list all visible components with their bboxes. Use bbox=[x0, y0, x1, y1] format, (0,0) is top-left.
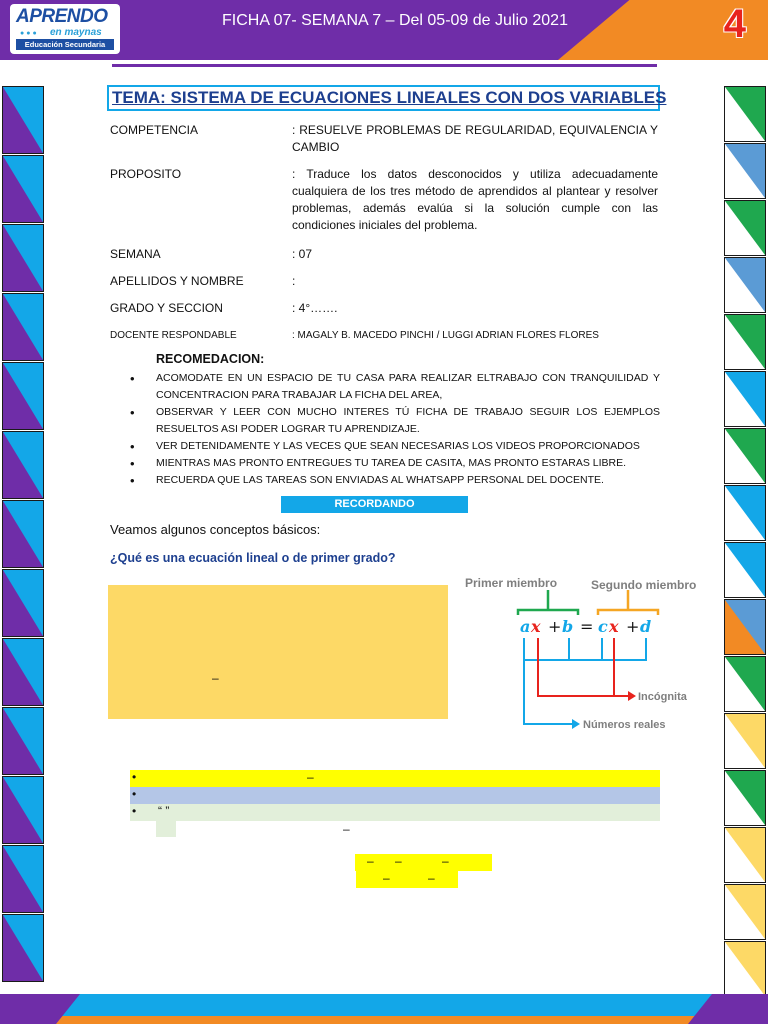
right-deco-tile bbox=[724, 428, 766, 484]
primer-miembro-brace bbox=[518, 590, 578, 615]
grade-number: 4 bbox=[723, 2, 746, 46]
left-decoration bbox=[2, 86, 44, 983]
left-deco-triangle bbox=[3, 708, 43, 774]
left-deco-triangle bbox=[3, 570, 43, 636]
right-deco-tile bbox=[724, 485, 766, 541]
highlight-row-green-continuation bbox=[156, 820, 176, 837]
primer-miembro-label: Primer miembro bbox=[465, 576, 558, 590]
left-deco-triangle bbox=[3, 432, 43, 498]
coef-c: c bbox=[598, 617, 608, 636]
highlight-row-yellow bbox=[130, 770, 660, 787]
semana-label: SEMANA bbox=[110, 247, 161, 261]
left-deco-tile bbox=[2, 776, 44, 844]
const-b: b bbox=[562, 617, 574, 636]
right-deco-triangle bbox=[725, 372, 765, 426]
header-title: FICHA 07- SEMANA 7 – Del 05-09 de Julio 2021 bbox=[222, 12, 568, 29]
header-underline bbox=[112, 64, 657, 67]
footer-orange-bar bbox=[0, 1016, 768, 1024]
logo-dots: ●●● bbox=[20, 30, 39, 37]
logo-text-level: Educación Secundaria bbox=[16, 39, 114, 50]
highlight-row-blue bbox=[130, 787, 660, 804]
equation-diagram bbox=[462, 572, 712, 742]
dash-mark: – bbox=[367, 854, 374, 868]
left-deco-tile bbox=[2, 293, 44, 361]
right-deco-tile bbox=[724, 257, 766, 313]
right-decoration bbox=[724, 86, 766, 998]
right-deco-triangle bbox=[725, 144, 765, 198]
bullet-mark: • bbox=[132, 770, 137, 784]
var-x-right: x bbox=[609, 617, 619, 636]
right-deco-tile bbox=[724, 143, 766, 199]
equals-sign: = bbox=[580, 617, 594, 636]
dash-mark: – bbox=[383, 871, 390, 885]
left-deco-triangle bbox=[3, 156, 43, 222]
dash-mark: – bbox=[428, 871, 435, 885]
page-header bbox=[0, 0, 768, 60]
segundo-miembro-label: Segundo miembro bbox=[591, 578, 697, 592]
reales-arrow-icon bbox=[572, 719, 580, 729]
left-deco-triangle bbox=[3, 294, 43, 360]
const-d: d bbox=[640, 617, 652, 636]
list-item: • RECUERDA QUE LAS TAREAS SON ENVIADAS AL WHATSAPP PERSONAL DEL DOCENTE. bbox=[130, 472, 660, 489]
plus-left: + bbox=[548, 617, 562, 636]
left-deco-triangle bbox=[3, 639, 43, 705]
competencia-value: : RESUELVE PROBLEMAS DE REGULARIDAD, EQUIVALENCIA Y CAMBIO bbox=[292, 123, 658, 154]
right-deco-triangle bbox=[725, 771, 765, 825]
left-deco-tile bbox=[2, 86, 44, 154]
right-deco-tile bbox=[724, 314, 766, 370]
bullet-mark: • bbox=[132, 804, 137, 818]
left-deco-tile bbox=[2, 569, 44, 637]
left-deco-tile bbox=[2, 155, 44, 223]
right-deco-triangle bbox=[725, 486, 765, 540]
list-item: • MIENTRAS MAS PRONTO ENTREGUES TU TAREA DE CASITA, MAS PRONTO ESTARAS LIBRE. bbox=[130, 455, 660, 472]
left-deco-tile bbox=[2, 362, 44, 430]
right-deco-tile bbox=[724, 713, 766, 769]
var-x-left: x bbox=[531, 617, 541, 636]
topic-title-box bbox=[107, 85, 667, 111]
right-deco-tile bbox=[724, 371, 766, 427]
footer-blue-bar bbox=[0, 994, 768, 1016]
right-deco-triangle bbox=[725, 885, 765, 939]
dash-mark: – bbox=[442, 854, 449, 868]
list-item: • VER DETENIDAMENTE Y LAS VECES QUE SEAN NECESARIAS LOS VIDEOS PROPORCIONADOS bbox=[130, 438, 660, 455]
dash-mark: – bbox=[307, 770, 314, 784]
quote-marks: “ ” bbox=[158, 804, 170, 818]
left-deco-tile bbox=[2, 638, 44, 706]
right-deco-triangle bbox=[725, 828, 765, 882]
left-deco-triangle bbox=[3, 87, 43, 153]
docente-value: : MAGALY B. MACEDO PINCHI / LUGGI ADRIAN FLORES FLORES bbox=[292, 330, 599, 341]
grado-value: : 4°……. bbox=[292, 301, 338, 315]
left-deco-tile bbox=[2, 914, 44, 982]
dash-mark: – bbox=[212, 671, 219, 685]
highlight-box-yellow-2 bbox=[356, 871, 458, 888]
intro-text: Veamos algunos conceptos básicos: bbox=[110, 522, 321, 537]
left-deco-tile bbox=[2, 431, 44, 499]
right-deco-tile bbox=[724, 827, 766, 883]
right-deco-triangle bbox=[725, 714, 765, 768]
left-deco-tile bbox=[2, 500, 44, 568]
list-item: • ACOMODATE EN UN ESPACIO DE TU CASA PARA REALIZAR ELTRABAJO CON TRANQUILIDAD Y CONCENTRACION PARA TRABAJAR LA FICHA DEL AREA, bbox=[130, 370, 660, 404]
right-deco-triangle bbox=[725, 201, 765, 255]
right-deco-triangle bbox=[725, 942, 765, 996]
left-deco-triangle bbox=[3, 915, 43, 981]
plus-right: + bbox=[626, 617, 640, 636]
right-deco-triangle bbox=[725, 87, 765, 141]
right-deco-tile bbox=[724, 599, 766, 655]
left-deco-triangle bbox=[3, 777, 43, 843]
topic-title: TEMA: SISTEMA DE ECUACIONES LINEALES CON DOS VARIABLES bbox=[112, 88, 667, 107]
incognita-label: Incógnita bbox=[638, 691, 687, 703]
recommendation-list bbox=[130, 370, 660, 489]
right-deco-tile bbox=[724, 542, 766, 598]
left-deco-tile bbox=[2, 707, 44, 775]
page-footer bbox=[0, 994, 768, 1024]
aprendo-logo bbox=[10, 4, 120, 54]
logo-text-main: APRENDO bbox=[16, 6, 108, 27]
left-deco-triangle bbox=[3, 501, 43, 567]
highlight-box-yellow-1 bbox=[355, 854, 492, 871]
right-deco-tile bbox=[724, 884, 766, 940]
reales-branches bbox=[524, 638, 646, 660]
segundo-miembro-brace bbox=[598, 590, 658, 615]
bullet-mark: • bbox=[132, 787, 137, 801]
proposito-value: : Traduce los datos desconocidos y utiliza adecuadamente cualquiera de los tres método de aprendidos al plantear y resolver problemas, además evalúa si la solución cumple con las condiciones iniciales del problema. bbox=[292, 167, 658, 232]
right-deco-tile bbox=[724, 770, 766, 826]
right-deco-triangle bbox=[725, 543, 765, 597]
reales-connector bbox=[524, 638, 572, 724]
left-deco-triangle bbox=[3, 225, 43, 291]
question-heading: ¿Qué es una ecuación lineal o de primer grado? bbox=[110, 551, 396, 565]
dash-mark: – bbox=[395, 854, 402, 868]
left-deco-tile bbox=[2, 845, 44, 913]
incognita-arrow-icon bbox=[628, 691, 636, 701]
right-deco-triangle bbox=[725, 657, 765, 711]
numeros-reales-label: Números reales bbox=[583, 719, 666, 731]
competencia-label: COMPETENCIA bbox=[110, 123, 199, 137]
definition-box bbox=[108, 585, 448, 719]
coef-a: a bbox=[520, 617, 531, 636]
recordando-banner: RECORDANDO bbox=[281, 496, 468, 513]
right-deco-triangle bbox=[725, 258, 765, 312]
right-deco-tile bbox=[724, 656, 766, 712]
highlight-row-green bbox=[130, 804, 660, 821]
grado-label: GRADO Y SECCION bbox=[110, 301, 223, 315]
semana-value: : 07 bbox=[292, 247, 313, 261]
dash-mark: – bbox=[343, 822, 350, 836]
docente-label: DOCENTE RESPONDABLE bbox=[110, 330, 237, 341]
right-deco-triangle bbox=[725, 600, 765, 654]
apellidos-label: APELLIDOS Y NOMBRE bbox=[110, 274, 244, 288]
recommendation-title: RECOMEDACION: bbox=[156, 352, 265, 366]
proposito-label: PROPOSITO bbox=[110, 167, 182, 181]
right-deco-triangle bbox=[725, 315, 765, 369]
right-deco-triangle bbox=[725, 429, 765, 483]
left-deco-triangle bbox=[3, 846, 43, 912]
right-deco-tile bbox=[724, 941, 766, 997]
logo-text-sub: en maynas bbox=[50, 27, 102, 38]
list-item: • OBSERVAR Y LEER CON MUCHO INTERES TÚ FICHA DE TRABAJO SEGUIR LOS EJEMPLOS RESUELTOS ASI PODER LOGRAR TU APRENDIZAJE. bbox=[130, 404, 660, 438]
apellidos-value: : bbox=[292, 274, 296, 288]
right-deco-tile bbox=[724, 200, 766, 256]
left-deco-triangle bbox=[3, 363, 43, 429]
right-deco-tile bbox=[724, 86, 766, 142]
left-deco-tile bbox=[2, 224, 44, 292]
